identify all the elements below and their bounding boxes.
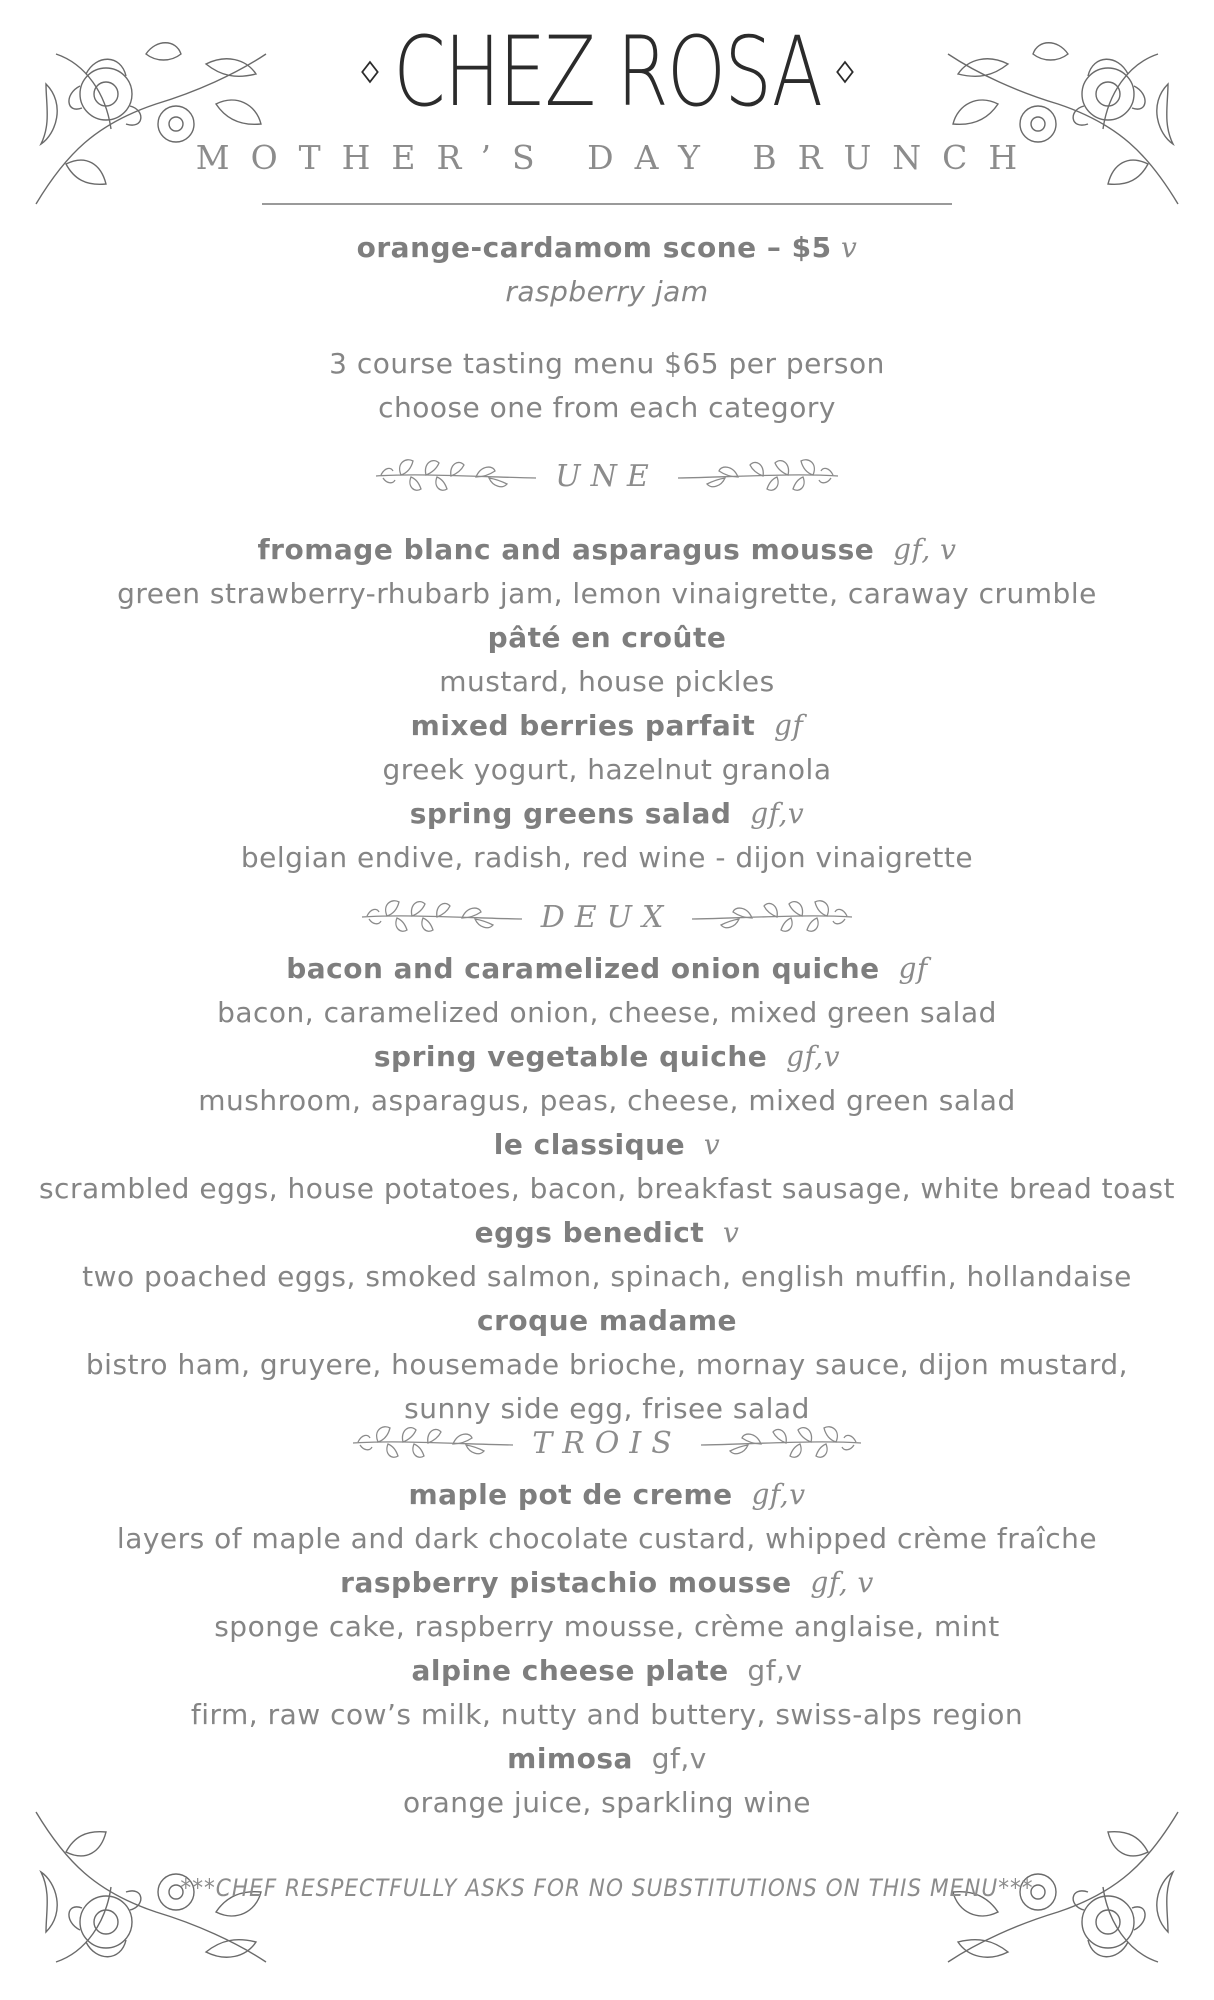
menu-item-description: green strawberry-rhubarb jam, lemon vinaigrette, caraway crumble: [117, 577, 1097, 610]
featured-item-desc: raspberry jam: [505, 275, 709, 308]
menu-item-name: raspberry pistachio mousse: [340, 1566, 792, 1599]
menu-item: [0, 1123, 1214, 1167]
leaf-sprig-left-icon: [371, 451, 541, 501]
menu-item: [0, 1299, 1214, 1343]
menu-item-description: orange juice, sparkling wine: [402, 1786, 812, 1819]
course-section-trois: [0, 1413, 1214, 1825]
menu-item: [0, 792, 1214, 836]
dietary-tag: gf,v: [786, 1040, 841, 1073]
leaf-sprig-left-icon: [348, 1418, 518, 1468]
menu-item-description: layers of maple and dark chocolate custard, whipped crème fraîche: [116, 1522, 1098, 1555]
menu-item: [0, 1473, 1214, 1517]
menu-item-description: greek yogurt, hazelnut granola: [382, 753, 832, 786]
dietary-tag: gf,v: [751, 1478, 806, 1511]
footer-note: ***CHEF RESPECTFULLY ASKS FOR NO SUBSTITUTIONS ON THIS MENU***: [180, 1874, 1034, 1902]
dietary-tag: gf,v: [747, 1654, 803, 1687]
menu-item-description: bistro ham, gruyere, housemade brioche, mornay sauce, dijon mustard,: [85, 1348, 1129, 1381]
intro-line-2: choose one from each category: [378, 391, 836, 424]
brand-name: CHEZ ROSA: [392, 16, 822, 128]
menu-item-description: mustard, house pickles: [439, 665, 775, 698]
menu-item-name: spring greens salad: [409, 797, 732, 830]
menu-item-name: bacon and caramelized onion quiche: [286, 952, 880, 985]
leaf-sprig-left-icon: [357, 892, 527, 942]
menu-item-description: sunny side egg, frisee salad: [404, 1392, 810, 1425]
menu-item-name: le classique: [493, 1128, 686, 1161]
course-label: TROIS: [532, 1425, 682, 1461]
menu-item-name: eggs benedict: [474, 1216, 705, 1249]
menu-item-name: pâté en croûte: [487, 621, 727, 654]
dietary-tag: gf: [898, 952, 928, 985]
diamond-right-icon: [836, 61, 854, 84]
menu-item-description: sponge cake, raspberry mousse, crème anglaise, mint: [214, 1610, 1000, 1643]
menu-item-name: alpine cheese plate: [411, 1654, 729, 1687]
diamond-left-icon: [361, 61, 379, 84]
menu-item-description: scrambled eggs, house potatoes, bacon, breakfast sausage, white bread toast: [38, 1172, 1176, 1205]
dietary-tag: v: [703, 1128, 721, 1161]
header-divider: [262, 203, 952, 205]
course-label: DEUX: [540, 899, 674, 935]
menu-item-name: maple pot de creme: [408, 1478, 733, 1511]
menu-item: [0, 1035, 1214, 1079]
menu-item-name: fromage blanc and asparagus mousse: [257, 533, 875, 566]
leaf-sprig-right-icon: [673, 451, 843, 501]
leaf-sprig-right-icon: [687, 892, 857, 942]
menu-item-description: belgian endive, radish, red wine - dijon vinaigrette: [240, 841, 974, 874]
menu-item-description: firm, raw cow’s milk, nutty and buttery, swiss-alps region: [190, 1698, 1024, 1731]
menu-item: [0, 1561, 1214, 1605]
menu-item: [0, 1649, 1214, 1693]
course-heading: [0, 446, 1214, 506]
menu-subtitle: MOTHER’S DAY BRUNCH: [195, 138, 1039, 177]
dietary-tag: gf, v: [810, 1566, 874, 1599]
leaf-sprig-right-icon: [696, 1418, 866, 1468]
intro-line-1: 3 course tasting menu $65 per person: [329, 347, 885, 380]
menu-header: [0, 16, 1214, 205]
dietary-tag: gf, v: [893, 533, 957, 566]
menu-item-description: two poached eggs, smoked salmon, spinach, english muffin, hollandaise: [82, 1260, 1132, 1293]
course-label: UNE: [555, 458, 659, 494]
featured-item-name: orange-cardamom scone – $5: [356, 231, 832, 264]
dietary-tag: gf,v: [750, 797, 805, 830]
dietary-tag: v: [723, 1216, 740, 1249]
menu-item-description: bacon, caramelized onion, cheese, mixed green salad: [217, 996, 997, 1029]
menu-item-name: mimosa: [507, 1742, 633, 1775]
menu-item-name: croque madame: [476, 1304, 738, 1337]
dietary-tag: gf: [774, 709, 804, 742]
course-section-deux: [0, 887, 1214, 1431]
menu-item: [0, 704, 1214, 748]
featured-item: [0, 226, 1214, 314]
dietary-tag: gf,v: [651, 1742, 707, 1775]
menu-item: [0, 1211, 1214, 1255]
menu-item: [0, 947, 1214, 991]
brand-logo: [346, 16, 868, 128]
menu-item-name: spring vegetable quiche: [373, 1040, 768, 1073]
course-heading: [0, 887, 1214, 947]
menu-item: [0, 616, 1214, 660]
menu-item: [0, 1737, 1214, 1781]
course-section-une: [0, 446, 1214, 880]
menu-item-description: mushroom, asparagus, peas, cheese, mixed green salad: [198, 1084, 1016, 1117]
featured-item-tag: v: [841, 231, 858, 264]
course-heading: [0, 1413, 1214, 1473]
menu-item-name: mixed berries parfait: [410, 709, 756, 742]
menu-item: [0, 528, 1214, 572]
tasting-intro: [0, 342, 1214, 430]
